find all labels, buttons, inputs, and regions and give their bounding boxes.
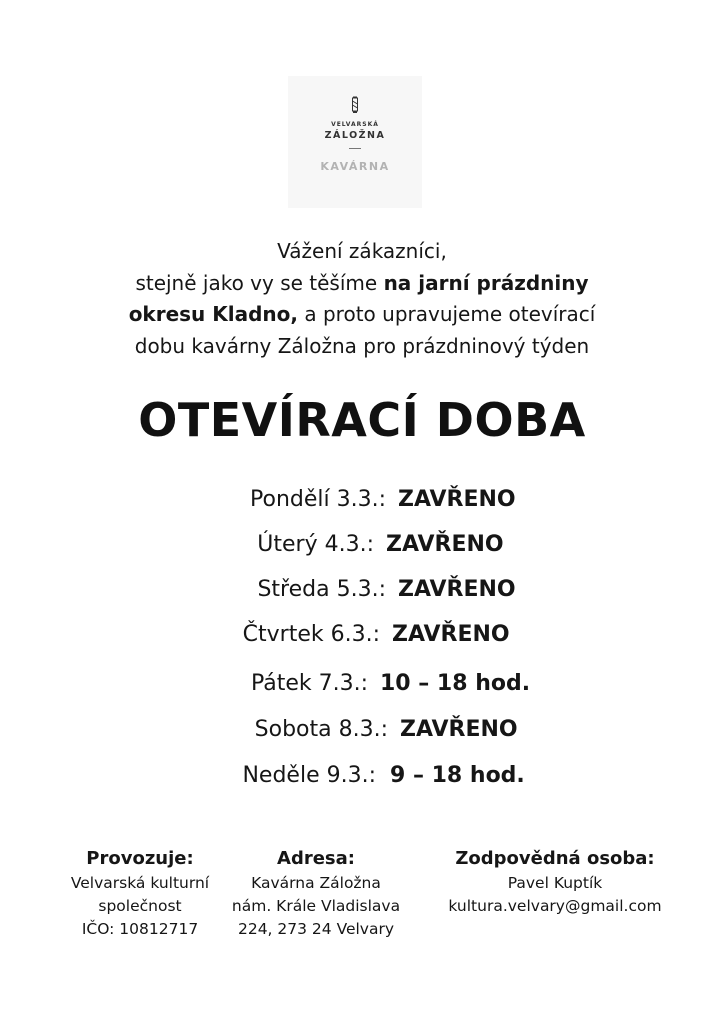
hours-row-sunday (0, 754, 724, 798)
intro-line-3 (60, 299, 664, 331)
intro-line-2 (60, 268, 664, 300)
footer-operator-line: Velvarská kulturní (70, 874, 210, 892)
footer-operator-line: společnost (98, 897, 182, 915)
hours-day: Čtvrtek 6.3.: (242, 622, 380, 647)
intro-line-2-text: stejně jako vy se těšíme (135, 270, 384, 295)
barber-pole-icon (349, 96, 361, 114)
hours-status: 9 – 18 hod. (390, 763, 525, 788)
hours-status: ZAVŘENO (400, 717, 518, 742)
intro-text (60, 236, 664, 362)
hours-row-friday (0, 662, 724, 706)
hours-status: ZAVŘENO (398, 487, 516, 512)
footer-address-line: 224, 273 24 Velvary (237, 920, 395, 938)
hours-row-wednesday (0, 568, 724, 612)
footer-operator (40, 846, 240, 941)
footer-address-line: Kavárna Záložna (251, 874, 381, 892)
logo-text-zalozna: ZÁLOŽNA (324, 130, 386, 141)
hours-row-tuesday (0, 523, 724, 567)
intro-greeting: Vážení zákazníci, (277, 239, 447, 263)
hours-status: ZAVŘENO (392, 622, 510, 647)
hours-day: Středa 5.3.: (257, 577, 386, 602)
intro-line-4: dobu kavárny Záložna pro prázdninový týden (134, 333, 590, 358)
footer-operator-id: IČO: 10812717 (81, 920, 199, 938)
footer-contact (424, 846, 686, 918)
footer-address-line: nám. Krále Vladislava (231, 897, 401, 915)
hours-status: 10 – 18 hod. (380, 671, 531, 696)
hours-day: Pondělí 3.3.: (250, 487, 386, 512)
footer-operator-heading: Provozuje: (86, 848, 194, 869)
hours-status: ZAVŘENO (386, 532, 504, 557)
page-title: OTEVÍRACÍ DOBA (138, 393, 586, 447)
cafe-logo (288, 76, 422, 208)
hours-row-thursday (0, 613, 724, 657)
hours-row-saturday (0, 708, 724, 752)
footer-address-heading: Adresa: (277, 848, 355, 869)
hours-status: ZAVŘENO (398, 577, 516, 602)
hours-row-monday (0, 478, 724, 522)
footer-address (214, 846, 418, 941)
intro-line-2-bold: na jarní prázdniny (383, 270, 589, 295)
footer-contact-heading: Zodpovědná osoba: (455, 848, 655, 869)
logo-text-velvarska: VELVARSKÁ (331, 121, 379, 128)
hours-day: Sobota 8.3.: (254, 717, 388, 742)
intro-line-3-text: a proto upravujeme otevírací (298, 302, 596, 326)
hours-day: Pátek 7.3.: (250, 671, 368, 696)
logo-text-kavarna: KAVÁRNA (320, 160, 390, 173)
footer-contact-name: Pavel Kuptík (507, 874, 603, 892)
intro-line-3-bold: okresu Kladno, (128, 302, 299, 326)
hours-day: Neděle 9.3.: (242, 763, 376, 788)
hours-day: Úterý 4.3.: (257, 532, 374, 557)
logo-divider (349, 148, 361, 149)
footer-contact-email[interactable]: kultura.velvary@gmail.com (448, 897, 662, 915)
